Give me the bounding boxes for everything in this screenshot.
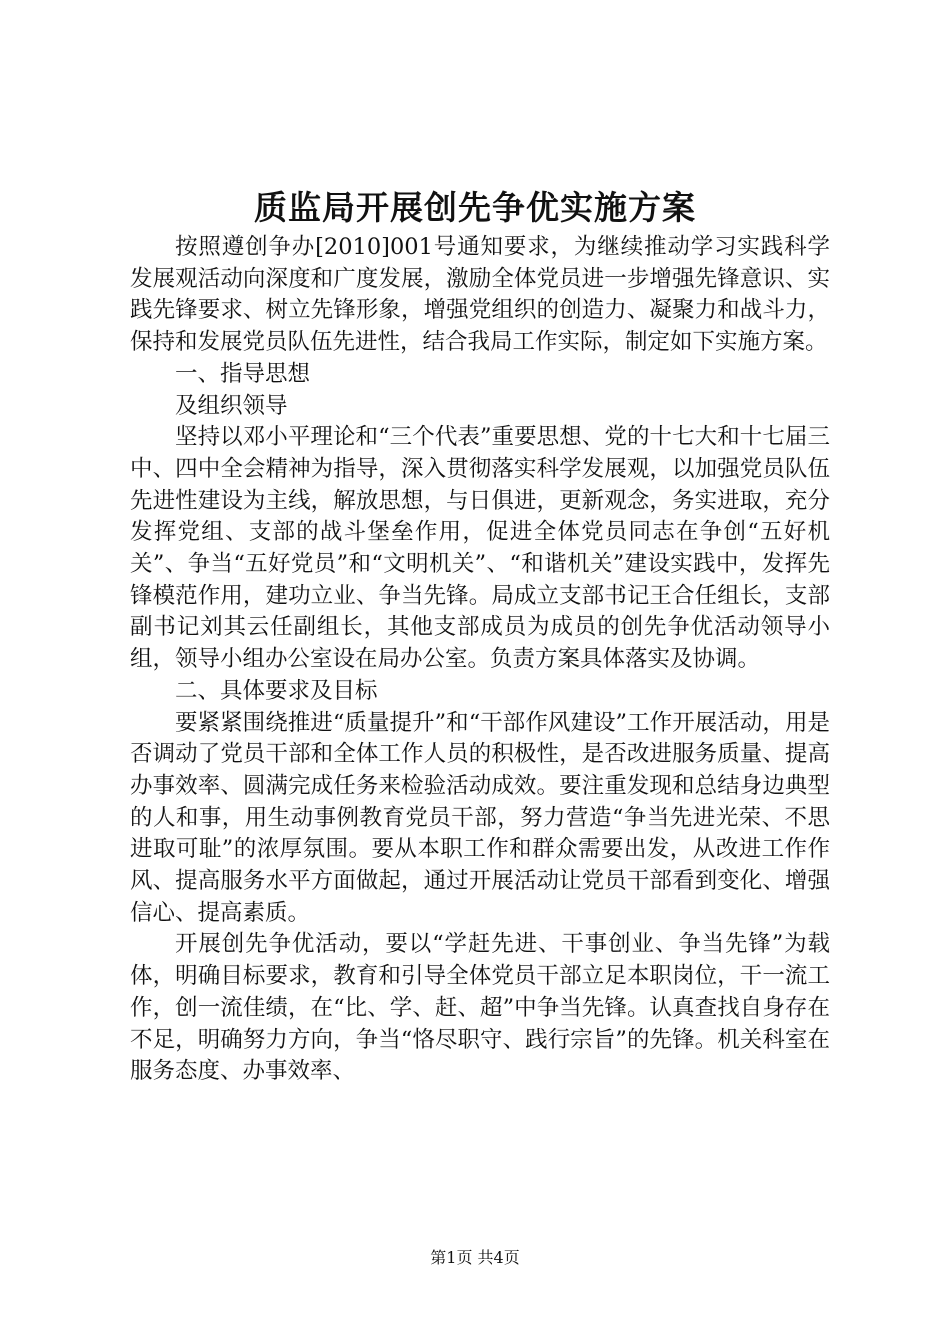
paragraph-requirements: 要紧紧围绕推进“质量提升”和“干部作风建设”工作开展活动，用是否调动了党员干部和全体工作人员的积极性，是否改进服务质量、提高办事效率、圆满完成任务来检验活动成效。要注重发现和总结身边典型的人和事，用生动事例教育党员干部，努力营造“争当先进光荣、不思进取可耻”的浓厚氛围。要从本职工作和群众需要出发，从改进工作作风、提高服务水平方面做起，通过开展活动让党员干部看到变化、增强信心、提高素质。 xyxy=(130,709,830,926)
section-heading-2: 二、具体要求及目标 xyxy=(175,677,378,704)
paragraph-activities: 开展创先争优活动，要以“学赶先进、干事创业、争当先锋”为载体，明确目标要求，教育和引导全体党员干部立足本职岗位，干一流工作，创一流佳绩，在“比、学、赶、超”中争当先锋。认真查找自身存在不足，明确努力方向，争当“恪尽职守、践行宗旨”的先锋。机关科室在服务态度、办事效率、 xyxy=(130,931,830,1085)
section-heading-1-cont: 及组织领导 xyxy=(175,392,288,419)
paragraph-intro: 按照遵创争办[2010]001号通知要求，为继续推动学习实践科学发展观活动向深度和广度发展，激励全体党员进一步增强先锋意识、实践先锋要求、树立先锋形象，增强党组织的创造力、凝聚力和战斗力，保持和发展党员队伍先进性，结合我局工作实际，制定如下实施方案。 xyxy=(130,234,830,356)
document-body xyxy=(130,232,830,1088)
document-title: 质监局开展创先争优实施方案 xyxy=(254,188,696,227)
paragraph-guiding-ideology: 坚持以邓小平理论和“三个代表”重要思想、党的十七大和十七届三中、四中全会精神为指导，深入贯彻落实科学发展观，以加强党员队伍先进性建设为主线，解放思想，与日俱进，更新观念，务实进取，充分发挥党组、支部的战斗堡垒作用，促进全体党员同志在争创“五好机关”、争当“五好党员”和“文明机关”、“和谐机关”建设实践中，发挥先锋模范作用，建功立业、争当先锋。局成立支部书记王合任组长，支部副书记刘其云任副组长，其他支部成员为成员的创先争优活动领导小组，领导小组办公室设在局办公室。负责方案具体落实及协调。 xyxy=(130,424,830,673)
page-footer: 第1页 共4页 xyxy=(430,1248,520,1267)
section-heading-1: 一、指导思想 xyxy=(175,360,311,387)
